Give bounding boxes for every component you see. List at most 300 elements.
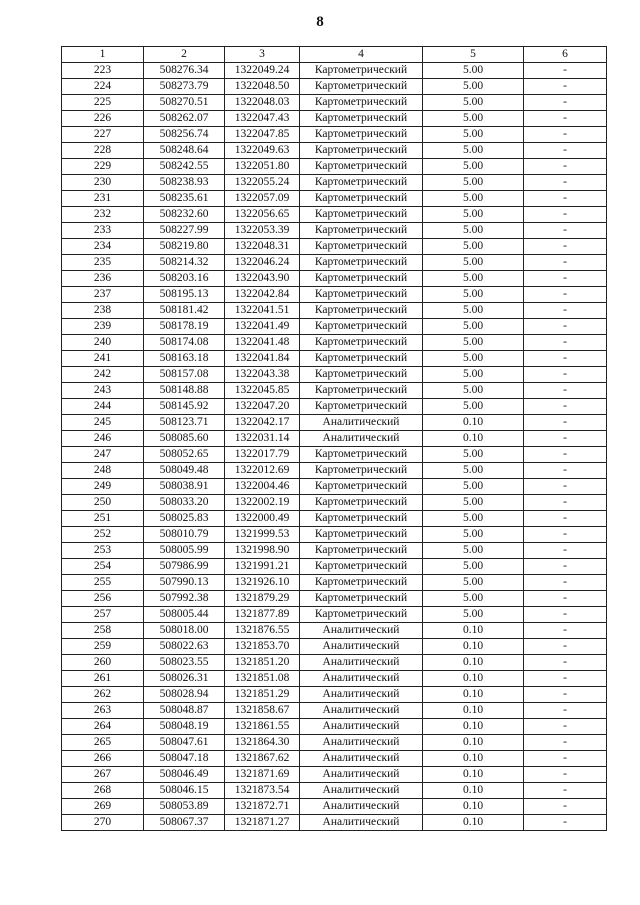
point-number-cell: 223 — [62, 63, 144, 79]
table-row — [62, 591, 607, 607]
accuracy-cell: 0.10 — [423, 735, 524, 751]
accuracy-cell: 5.00 — [423, 383, 524, 399]
y-coordinate-cell: 1321851.08 — [225, 671, 300, 687]
description-cell: - — [524, 447, 607, 463]
x-coordinate-cell: 508052.65 — [144, 447, 225, 463]
accuracy-cell: 5.00 — [423, 111, 524, 127]
description-cell: - — [524, 575, 607, 591]
y-coordinate-cell: 1322046.24 — [225, 255, 300, 271]
x-coordinate-cell: 508256.74 — [144, 127, 225, 143]
table-row — [62, 399, 607, 415]
y-coordinate-cell: 1321998.90 — [225, 543, 300, 559]
x-coordinate-cell: 508046.15 — [144, 783, 225, 799]
description-cell: - — [524, 495, 607, 511]
point-number-cell: 244 — [62, 399, 144, 415]
point-number-cell: 252 — [62, 527, 144, 543]
point-number-cell: 249 — [62, 479, 144, 495]
accuracy-cell: 0.10 — [423, 783, 524, 799]
accuracy-cell: 5.00 — [423, 175, 524, 191]
table-row — [62, 271, 607, 287]
accuracy-cell: 5.00 — [423, 495, 524, 511]
point-number-cell: 230 — [62, 175, 144, 191]
accuracy-cell: 5.00 — [423, 79, 524, 95]
table-row — [62, 495, 607, 511]
point-number-cell: 260 — [62, 655, 144, 671]
point-number-cell: 227 — [62, 127, 144, 143]
y-coordinate-cell: 1322047.85 — [225, 127, 300, 143]
accuracy-cell: 5.00 — [423, 607, 524, 623]
y-coordinate-cell: 1322049.24 — [225, 63, 300, 79]
description-cell: - — [524, 207, 607, 223]
description-cell: - — [524, 799, 607, 815]
y-coordinate-cell: 1322017.79 — [225, 447, 300, 463]
accuracy-cell: 5.00 — [423, 479, 524, 495]
table-row — [62, 575, 607, 591]
column-header: 4 — [300, 47, 423, 63]
table-row — [62, 623, 607, 639]
table-row — [62, 367, 607, 383]
method-cell: Картометрический — [300, 191, 423, 207]
x-coordinate-cell: 508123.71 — [144, 415, 225, 431]
table-row — [62, 287, 607, 303]
x-coordinate-cell: 508174.08 — [144, 335, 225, 351]
description-cell: - — [524, 399, 607, 415]
method-cell: Картометрический — [300, 271, 423, 287]
accuracy-cell: 5.00 — [423, 63, 524, 79]
x-coordinate-cell: 508022.63 — [144, 639, 225, 655]
table-row — [62, 175, 607, 191]
point-number-cell: 267 — [62, 767, 144, 783]
accuracy-cell: 0.10 — [423, 703, 524, 719]
y-coordinate-cell: 1321999.53 — [225, 527, 300, 543]
x-coordinate-cell: 508038.91 — [144, 479, 225, 495]
method-cell: Картометрический — [300, 559, 423, 575]
x-coordinate-cell: 508181.42 — [144, 303, 225, 319]
method-cell: Аналитический — [300, 799, 423, 815]
y-coordinate-cell: 1322047.20 — [225, 399, 300, 415]
point-number-cell: 236 — [62, 271, 144, 287]
method-cell: Картометрический — [300, 207, 423, 223]
table-row — [62, 607, 607, 623]
x-coordinate-cell: 508235.61 — [144, 191, 225, 207]
method-cell: Картометрический — [300, 127, 423, 143]
description-cell: - — [524, 623, 607, 639]
table-row — [62, 335, 607, 351]
point-number-cell: 231 — [62, 191, 144, 207]
y-coordinate-cell: 1322056.65 — [225, 207, 300, 223]
accuracy-cell: 5.00 — [423, 335, 524, 351]
y-coordinate-cell: 1322049.63 — [225, 143, 300, 159]
point-number-cell: 224 — [62, 79, 144, 95]
accuracy-cell: 5.00 — [423, 223, 524, 239]
accuracy-cell: 5.00 — [423, 463, 524, 479]
point-number-cell: 232 — [62, 207, 144, 223]
table-row — [62, 767, 607, 783]
y-coordinate-cell: 1322047.43 — [225, 111, 300, 127]
x-coordinate-cell: 508048.87 — [144, 703, 225, 719]
table-body — [62, 63, 607, 831]
point-number-cell: 262 — [62, 687, 144, 703]
description-cell: - — [524, 415, 607, 431]
column-header: 1 — [62, 47, 144, 63]
method-cell: Картометрический — [300, 383, 423, 399]
table-row — [62, 527, 607, 543]
table-row — [62, 511, 607, 527]
y-coordinate-cell: 1322043.38 — [225, 367, 300, 383]
description-cell: - — [524, 335, 607, 351]
method-cell: Аналитический — [300, 815, 423, 831]
table-row — [62, 223, 607, 239]
x-coordinate-cell: 508270.51 — [144, 95, 225, 111]
description-cell: - — [524, 559, 607, 575]
y-coordinate-cell: 1321853.70 — [225, 639, 300, 655]
method-cell: Аналитический — [300, 655, 423, 671]
x-coordinate-cell: 507990.13 — [144, 575, 225, 591]
description-cell: - — [524, 431, 607, 447]
method-cell: Аналитический — [300, 623, 423, 639]
method-cell: Картометрический — [300, 575, 423, 591]
y-coordinate-cell: 1322031.14 — [225, 431, 300, 447]
description-cell: - — [524, 719, 607, 735]
point-number-cell: 263 — [62, 703, 144, 719]
x-coordinate-cell: 508025.83 — [144, 511, 225, 527]
point-number-cell: 241 — [62, 351, 144, 367]
table-row — [62, 111, 607, 127]
description-cell: - — [524, 239, 607, 255]
x-coordinate-cell: 507986.99 — [144, 559, 225, 575]
table-row — [62, 687, 607, 703]
description-cell: - — [524, 111, 607, 127]
x-coordinate-cell: 508203.16 — [144, 271, 225, 287]
accuracy-cell: 5.00 — [423, 303, 524, 319]
y-coordinate-cell: 1322012.69 — [225, 463, 300, 479]
method-cell: Картометрический — [300, 591, 423, 607]
method-cell: Аналитический — [300, 735, 423, 751]
accuracy-cell: 0.10 — [423, 751, 524, 767]
point-number-cell: 268 — [62, 783, 144, 799]
x-coordinate-cell: 508046.49 — [144, 767, 225, 783]
accuracy-cell: 0.10 — [423, 639, 524, 655]
description-cell: - — [524, 607, 607, 623]
x-coordinate-cell: 508049.48 — [144, 463, 225, 479]
point-number-cell: 243 — [62, 383, 144, 399]
point-number-cell: 238 — [62, 303, 144, 319]
table-row — [62, 303, 607, 319]
y-coordinate-cell: 1321876.55 — [225, 623, 300, 639]
method-cell: Картометрический — [300, 335, 423, 351]
y-coordinate-cell: 1322048.31 — [225, 239, 300, 255]
description-cell: - — [524, 671, 607, 687]
table-row — [62, 239, 607, 255]
y-coordinate-cell: 1321867.62 — [225, 751, 300, 767]
x-coordinate-cell: 508273.79 — [144, 79, 225, 95]
accuracy-cell: 5.00 — [423, 95, 524, 111]
accuracy-cell: 5.00 — [423, 207, 524, 223]
description-cell: - — [524, 527, 607, 543]
x-coordinate-cell: 508047.61 — [144, 735, 225, 751]
description-cell: - — [524, 287, 607, 303]
x-coordinate-cell: 508219.80 — [144, 239, 225, 255]
x-coordinate-cell: 508028.94 — [144, 687, 225, 703]
x-coordinate-cell: 508010.79 — [144, 527, 225, 543]
point-number-cell: 253 — [62, 543, 144, 559]
description-cell: - — [524, 191, 607, 207]
description-cell: - — [524, 591, 607, 607]
y-coordinate-cell: 1321926.10 — [225, 575, 300, 591]
accuracy-cell: 5.00 — [423, 543, 524, 559]
y-coordinate-cell: 1321851.29 — [225, 687, 300, 703]
y-coordinate-cell: 1322000.49 — [225, 511, 300, 527]
table-row — [62, 207, 607, 223]
method-cell: Аналитический — [300, 703, 423, 719]
accuracy-cell: 5.00 — [423, 271, 524, 287]
description-cell: - — [524, 271, 607, 287]
method-cell: Картометрический — [300, 527, 423, 543]
table-row — [62, 383, 607, 399]
y-coordinate-cell: 1321877.89 — [225, 607, 300, 623]
point-number-cell: 257 — [62, 607, 144, 623]
y-coordinate-cell: 1321864.30 — [225, 735, 300, 751]
y-coordinate-cell: 1321991.21 — [225, 559, 300, 575]
accuracy-cell: 5.00 — [423, 127, 524, 143]
accuracy-cell: 5.00 — [423, 287, 524, 303]
x-coordinate-cell: 508238.93 — [144, 175, 225, 191]
method-cell: Картометрический — [300, 175, 423, 191]
column-header: 2 — [144, 47, 225, 63]
y-coordinate-cell: 1322004.46 — [225, 479, 300, 495]
accuracy-cell: 5.00 — [423, 191, 524, 207]
y-coordinate-cell: 1322057.09 — [225, 191, 300, 207]
x-coordinate-cell: 508145.92 — [144, 399, 225, 415]
table-row — [62, 127, 607, 143]
accuracy-cell: 0.10 — [423, 767, 524, 783]
x-coordinate-cell: 508276.34 — [144, 63, 225, 79]
method-cell: Картометрический — [300, 95, 423, 111]
table-row — [62, 479, 607, 495]
description-cell: - — [524, 63, 607, 79]
table-row — [62, 447, 607, 463]
point-number-cell: 255 — [62, 575, 144, 591]
accuracy-cell: 5.00 — [423, 527, 524, 543]
table-row — [62, 143, 607, 159]
y-coordinate-cell: 1322042.17 — [225, 415, 300, 431]
description-cell: - — [524, 511, 607, 527]
y-coordinate-cell: 1322045.85 — [225, 383, 300, 399]
method-cell: Картометрический — [300, 399, 423, 415]
description-cell: - — [524, 175, 607, 191]
description-cell: - — [524, 735, 607, 751]
x-coordinate-cell: 508248.64 — [144, 143, 225, 159]
point-number-cell: 248 — [62, 463, 144, 479]
y-coordinate-cell: 1322041.51 — [225, 303, 300, 319]
table-row — [62, 671, 607, 687]
method-cell: Аналитический — [300, 783, 423, 799]
table-row — [62, 559, 607, 575]
x-coordinate-cell: 508026.31 — [144, 671, 225, 687]
point-number-cell: 259 — [62, 639, 144, 655]
accuracy-cell: 5.00 — [423, 575, 524, 591]
accuracy-cell: 5.00 — [423, 351, 524, 367]
point-number-cell: 250 — [62, 495, 144, 511]
x-coordinate-cell: 508033.20 — [144, 495, 225, 511]
table-row — [62, 815, 607, 831]
y-coordinate-cell: 1321871.69 — [225, 767, 300, 783]
method-cell: Картометрический — [300, 287, 423, 303]
method-cell: Картометрический — [300, 447, 423, 463]
y-coordinate-cell: 1321879.29 — [225, 591, 300, 607]
y-coordinate-cell: 1322041.84 — [225, 351, 300, 367]
method-cell: Картометрический — [300, 223, 423, 239]
method-cell: Картометрический — [300, 159, 423, 175]
y-coordinate-cell: 1322055.24 — [225, 175, 300, 191]
point-number-cell: 233 — [62, 223, 144, 239]
description-cell: - — [524, 783, 607, 799]
y-coordinate-cell: 1321851.20 — [225, 655, 300, 671]
description-cell: - — [524, 143, 607, 159]
accuracy-cell: 0.10 — [423, 415, 524, 431]
method-cell: Картометрический — [300, 63, 423, 79]
description-cell: - — [524, 127, 607, 143]
table-header-row — [62, 47, 607, 63]
x-coordinate-cell: 508178.19 — [144, 319, 225, 335]
point-number-cell: 225 — [62, 95, 144, 111]
y-coordinate-cell: 1322048.03 — [225, 95, 300, 111]
y-coordinate-cell: 1321858.67 — [225, 703, 300, 719]
method-cell: Аналитический — [300, 719, 423, 735]
method-cell: Картометрический — [300, 463, 423, 479]
y-coordinate-cell: 1321873.54 — [225, 783, 300, 799]
accuracy-cell: 5.00 — [423, 399, 524, 415]
accuracy-cell: 5.00 — [423, 143, 524, 159]
x-coordinate-cell: 508232.60 — [144, 207, 225, 223]
accuracy-cell: 5.00 — [423, 159, 524, 175]
method-cell: Картометрический — [300, 367, 423, 383]
y-coordinate-cell: 1322002.19 — [225, 495, 300, 511]
accuracy-cell: 0.10 — [423, 655, 524, 671]
method-cell: Картометрический — [300, 351, 423, 367]
y-coordinate-cell: 1322048.50 — [225, 79, 300, 95]
method-cell: Картометрический — [300, 607, 423, 623]
table-row — [62, 95, 607, 111]
y-coordinate-cell: 1321871.27 — [225, 815, 300, 831]
x-coordinate-cell: 508242.55 — [144, 159, 225, 175]
x-coordinate-cell: 508085.60 — [144, 431, 225, 447]
accuracy-cell: 0.10 — [423, 687, 524, 703]
table-row — [62, 543, 607, 559]
table-row — [62, 79, 607, 95]
description-cell: - — [524, 703, 607, 719]
x-coordinate-cell: 508067.37 — [144, 815, 225, 831]
accuracy-cell: 5.00 — [423, 591, 524, 607]
accuracy-cell: 0.10 — [423, 671, 524, 687]
point-number-cell: 264 — [62, 719, 144, 735]
point-number-cell: 256 — [62, 591, 144, 607]
method-cell: Картометрический — [300, 543, 423, 559]
x-coordinate-cell: 508023.55 — [144, 655, 225, 671]
coordinates-table — [61, 46, 607, 831]
x-coordinate-cell: 508048.19 — [144, 719, 225, 735]
table-row — [62, 655, 607, 671]
description-cell: - — [524, 655, 607, 671]
point-number-cell: 242 — [62, 367, 144, 383]
table-row — [62, 735, 607, 751]
accuracy-cell: 5.00 — [423, 319, 524, 335]
point-number-cell: 254 — [62, 559, 144, 575]
x-coordinate-cell: 508053.89 — [144, 799, 225, 815]
point-number-cell: 234 — [62, 239, 144, 255]
method-cell: Аналитический — [300, 639, 423, 655]
method-cell: Аналитический — [300, 431, 423, 447]
method-cell: Аналитический — [300, 767, 423, 783]
point-number-cell: 266 — [62, 751, 144, 767]
table-row — [62, 63, 607, 79]
point-number-cell: 247 — [62, 447, 144, 463]
accuracy-cell: 5.00 — [423, 367, 524, 383]
table-row — [62, 703, 607, 719]
point-number-cell: 240 — [62, 335, 144, 351]
x-coordinate-cell: 508227.99 — [144, 223, 225, 239]
x-coordinate-cell: 508047.18 — [144, 751, 225, 767]
method-cell: Картометрический — [300, 111, 423, 127]
description-cell: - — [524, 383, 607, 399]
method-cell: Картометрический — [300, 303, 423, 319]
accuracy-cell: 5.00 — [423, 447, 524, 463]
table-row — [62, 159, 607, 175]
table-row — [62, 463, 607, 479]
method-cell: Аналитический — [300, 671, 423, 687]
x-coordinate-cell: 508005.44 — [144, 607, 225, 623]
x-coordinate-cell: 508262.07 — [144, 111, 225, 127]
table-row — [62, 799, 607, 815]
description-cell: - — [524, 767, 607, 783]
description-cell: - — [524, 79, 607, 95]
point-number-cell: 245 — [62, 415, 144, 431]
method-cell: Картометрический — [300, 143, 423, 159]
description-cell: - — [524, 543, 607, 559]
method-cell: Картометрический — [300, 479, 423, 495]
x-coordinate-cell: 508163.18 — [144, 351, 225, 367]
y-coordinate-cell: 1322041.49 — [225, 319, 300, 335]
table-row — [62, 255, 607, 271]
y-coordinate-cell: 1322051.80 — [225, 159, 300, 175]
method-cell: Картометрический — [300, 511, 423, 527]
table-row — [62, 783, 607, 799]
page-number: 8 — [316, 14, 324, 30]
y-coordinate-cell: 1322042.84 — [225, 287, 300, 303]
table-row — [62, 431, 607, 447]
point-number-cell: 239 — [62, 319, 144, 335]
x-coordinate-cell: 508195.13 — [144, 287, 225, 303]
description-cell: - — [524, 255, 607, 271]
description-cell: - — [524, 687, 607, 703]
x-coordinate-cell: 508157.08 — [144, 367, 225, 383]
method-cell: Картометрический — [300, 319, 423, 335]
accuracy-cell: 5.00 — [423, 559, 524, 575]
accuracy-cell: 0.10 — [423, 719, 524, 735]
method-cell: Картометрический — [300, 495, 423, 511]
table-row — [62, 719, 607, 735]
accuracy-cell: 0.10 — [423, 815, 524, 831]
description-cell: - — [524, 303, 607, 319]
description-cell: - — [524, 639, 607, 655]
point-number-cell: 269 — [62, 799, 144, 815]
description-cell: - — [524, 463, 607, 479]
y-coordinate-cell: 1321872.71 — [225, 799, 300, 815]
method-cell: Аналитический — [300, 415, 423, 431]
x-coordinate-cell: 508214.32 — [144, 255, 225, 271]
point-number-cell: 237 — [62, 287, 144, 303]
point-number-cell: 251 — [62, 511, 144, 527]
